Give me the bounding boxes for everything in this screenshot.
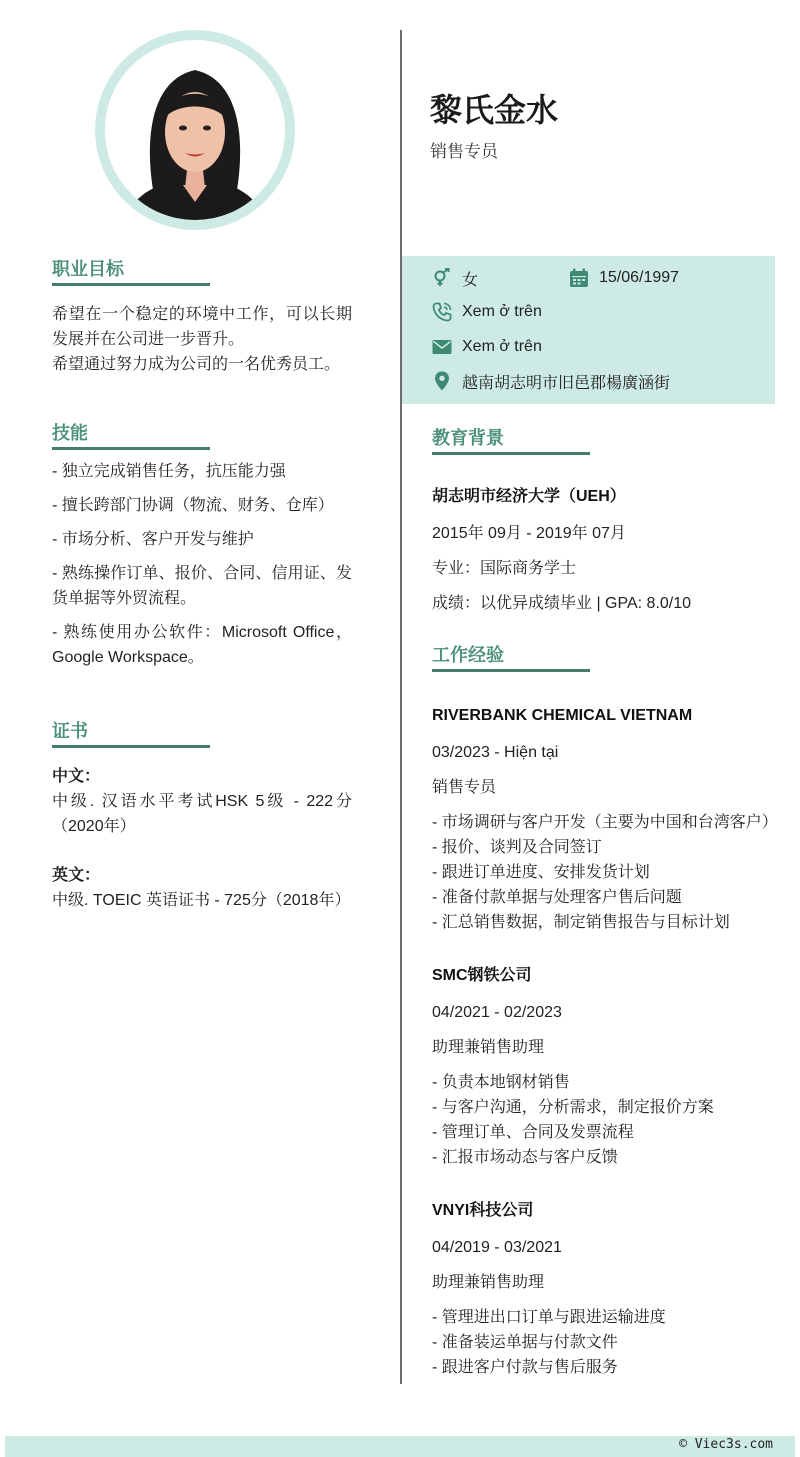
skill-item: - 擅长跨部门协调（物流、财务、仓库）	[52, 497, 334, 514]
certificate-heading: 英文：	[52, 867, 101, 884]
experience-title: 工作经验	[432, 643, 590, 672]
phone-value: Xem ở trên	[462, 303, 542, 320]
certificates-section	[52, 719, 352, 913]
education-title: 教育背景	[432, 426, 590, 455]
certificate-item	[52, 764, 352, 839]
skill-item: - 熟练使用办公软件：Microsoft Office，Google Workspace。	[52, 624, 352, 666]
objective-section	[52, 257, 352, 377]
objective-line: 希望通过努力成为公司的一名优秀员工。	[52, 356, 341, 373]
education-result: 成绩：以优异成绩毕业 | GPA: 8.0/10	[432, 595, 692, 612]
job-role: 销售专员	[432, 779, 497, 796]
job-duty: - 报价、谈判及合同签订	[432, 839, 602, 856]
job-entry	[432, 704, 778, 935]
gender-value: 女	[462, 271, 479, 289]
footer-copyright: © Viec3s.com	[679, 1437, 773, 1452]
job-duty: - 准备装运单据与付款文件	[432, 1334, 618, 1351]
job-entry	[432, 1199, 772, 1380]
column-divider	[400, 30, 402, 1384]
skill-item: - 熟练操作订单、报价、合同、信用证、发货单据等外贸流程。	[52, 565, 352, 607]
school-name: 胡志明市经济大学（UEH）	[432, 488, 626, 505]
job-duty: - 汇报市场动态与客户反馈	[432, 1149, 618, 1166]
education-section	[432, 426, 772, 616]
job-period: 04/2019 - 03/2021	[432, 1239, 562, 1256]
job-title: 销售专员	[430, 142, 498, 161]
avatar-portrait	[105, 40, 285, 220]
phone-icon	[432, 302, 452, 322]
job-role: 助理兼销售助理	[432, 1274, 545, 1291]
footer-bar	[5, 1436, 795, 1457]
email-row	[432, 335, 542, 359]
certificates-title: 证书	[52, 719, 210, 748]
skills-section	[52, 421, 352, 670]
gender-icon	[432, 268, 452, 288]
contact-box	[402, 256, 775, 404]
certificate-heading: 中文：	[52, 768, 101, 785]
phone-row	[432, 300, 542, 324]
address-value: 越南胡志明市旧邑郡楊廣涵街	[462, 374, 671, 392]
education-period: 2015年 09月 - 2019年 07月	[432, 525, 626, 542]
birthday-value: 15/06/1997	[599, 269, 680, 286]
job-duty: - 管理进出口订单与跟进运输进度	[432, 1309, 666, 1326]
certificate-item	[52, 863, 352, 913]
address-row	[432, 369, 670, 393]
objective-line: 希望在一个稳定的环境中工作，可以长期发展并在公司进一步晋升。	[52, 306, 352, 348]
email-icon	[432, 337, 452, 357]
birthday-row	[569, 266, 679, 290]
job-entry	[432, 964, 772, 1170]
job-period: 04/2021 - 02/2023	[432, 1004, 562, 1021]
job-duty: - 负责本地钢材销售	[432, 1074, 570, 1091]
job-duty: - 管理订单、合同及发票流程	[432, 1124, 634, 1141]
location-pin-icon	[432, 371, 452, 391]
job-duty: - 汇总销售数据，制定销售报告与目标计划	[432, 914, 730, 931]
education-major: 专业：国际商务学士	[432, 560, 577, 577]
email-value: Xem ở trên	[462, 338, 542, 355]
skill-item: - 独立完成销售任务，抗压能力强	[52, 463, 286, 480]
skill-item: - 市场分析、客户开发与维护	[52, 531, 254, 548]
company-name: RIVERBANK CHEMICAL VIETNAM	[432, 707, 693, 724]
certificate-text: 中级. TOEIC 英语证书 - 725分（2018年）	[52, 892, 351, 909]
job-role: 助理兼销售助理	[432, 1039, 545, 1056]
company-name: VNYI科技公司	[432, 1202, 534, 1219]
objective-title: 职业目标	[52, 257, 210, 286]
avatar	[105, 40, 285, 220]
certificate-text: 中级. 汉语水平考试HSK 5级 - 222分（2020年）	[52, 793, 352, 835]
job-duty: - 准备付款单据与处理客户售后问题	[432, 889, 682, 906]
job-duty: - 市场调研与客户开发（主要为中国和台湾客户）	[432, 814, 778, 831]
full-name: 黎氏金水	[430, 92, 559, 128]
company-name: SMC钢铁公司	[432, 967, 532, 984]
job-period: 03/2023 - Hiện tại	[432, 744, 559, 761]
job-duty: - 与客户沟通，分析需求，制定报价方案	[432, 1099, 714, 1116]
gender-row	[432, 266, 478, 290]
experience-section	[432, 643, 778, 1380]
job-duty: - 跟进订单进度、安排发货计划	[432, 864, 650, 881]
calendar-icon	[569, 268, 589, 288]
avatar-ring	[95, 30, 295, 230]
skills-title: 技能	[52, 421, 210, 450]
job-duty: - 跟进客户付款与售后服务	[432, 1359, 618, 1376]
